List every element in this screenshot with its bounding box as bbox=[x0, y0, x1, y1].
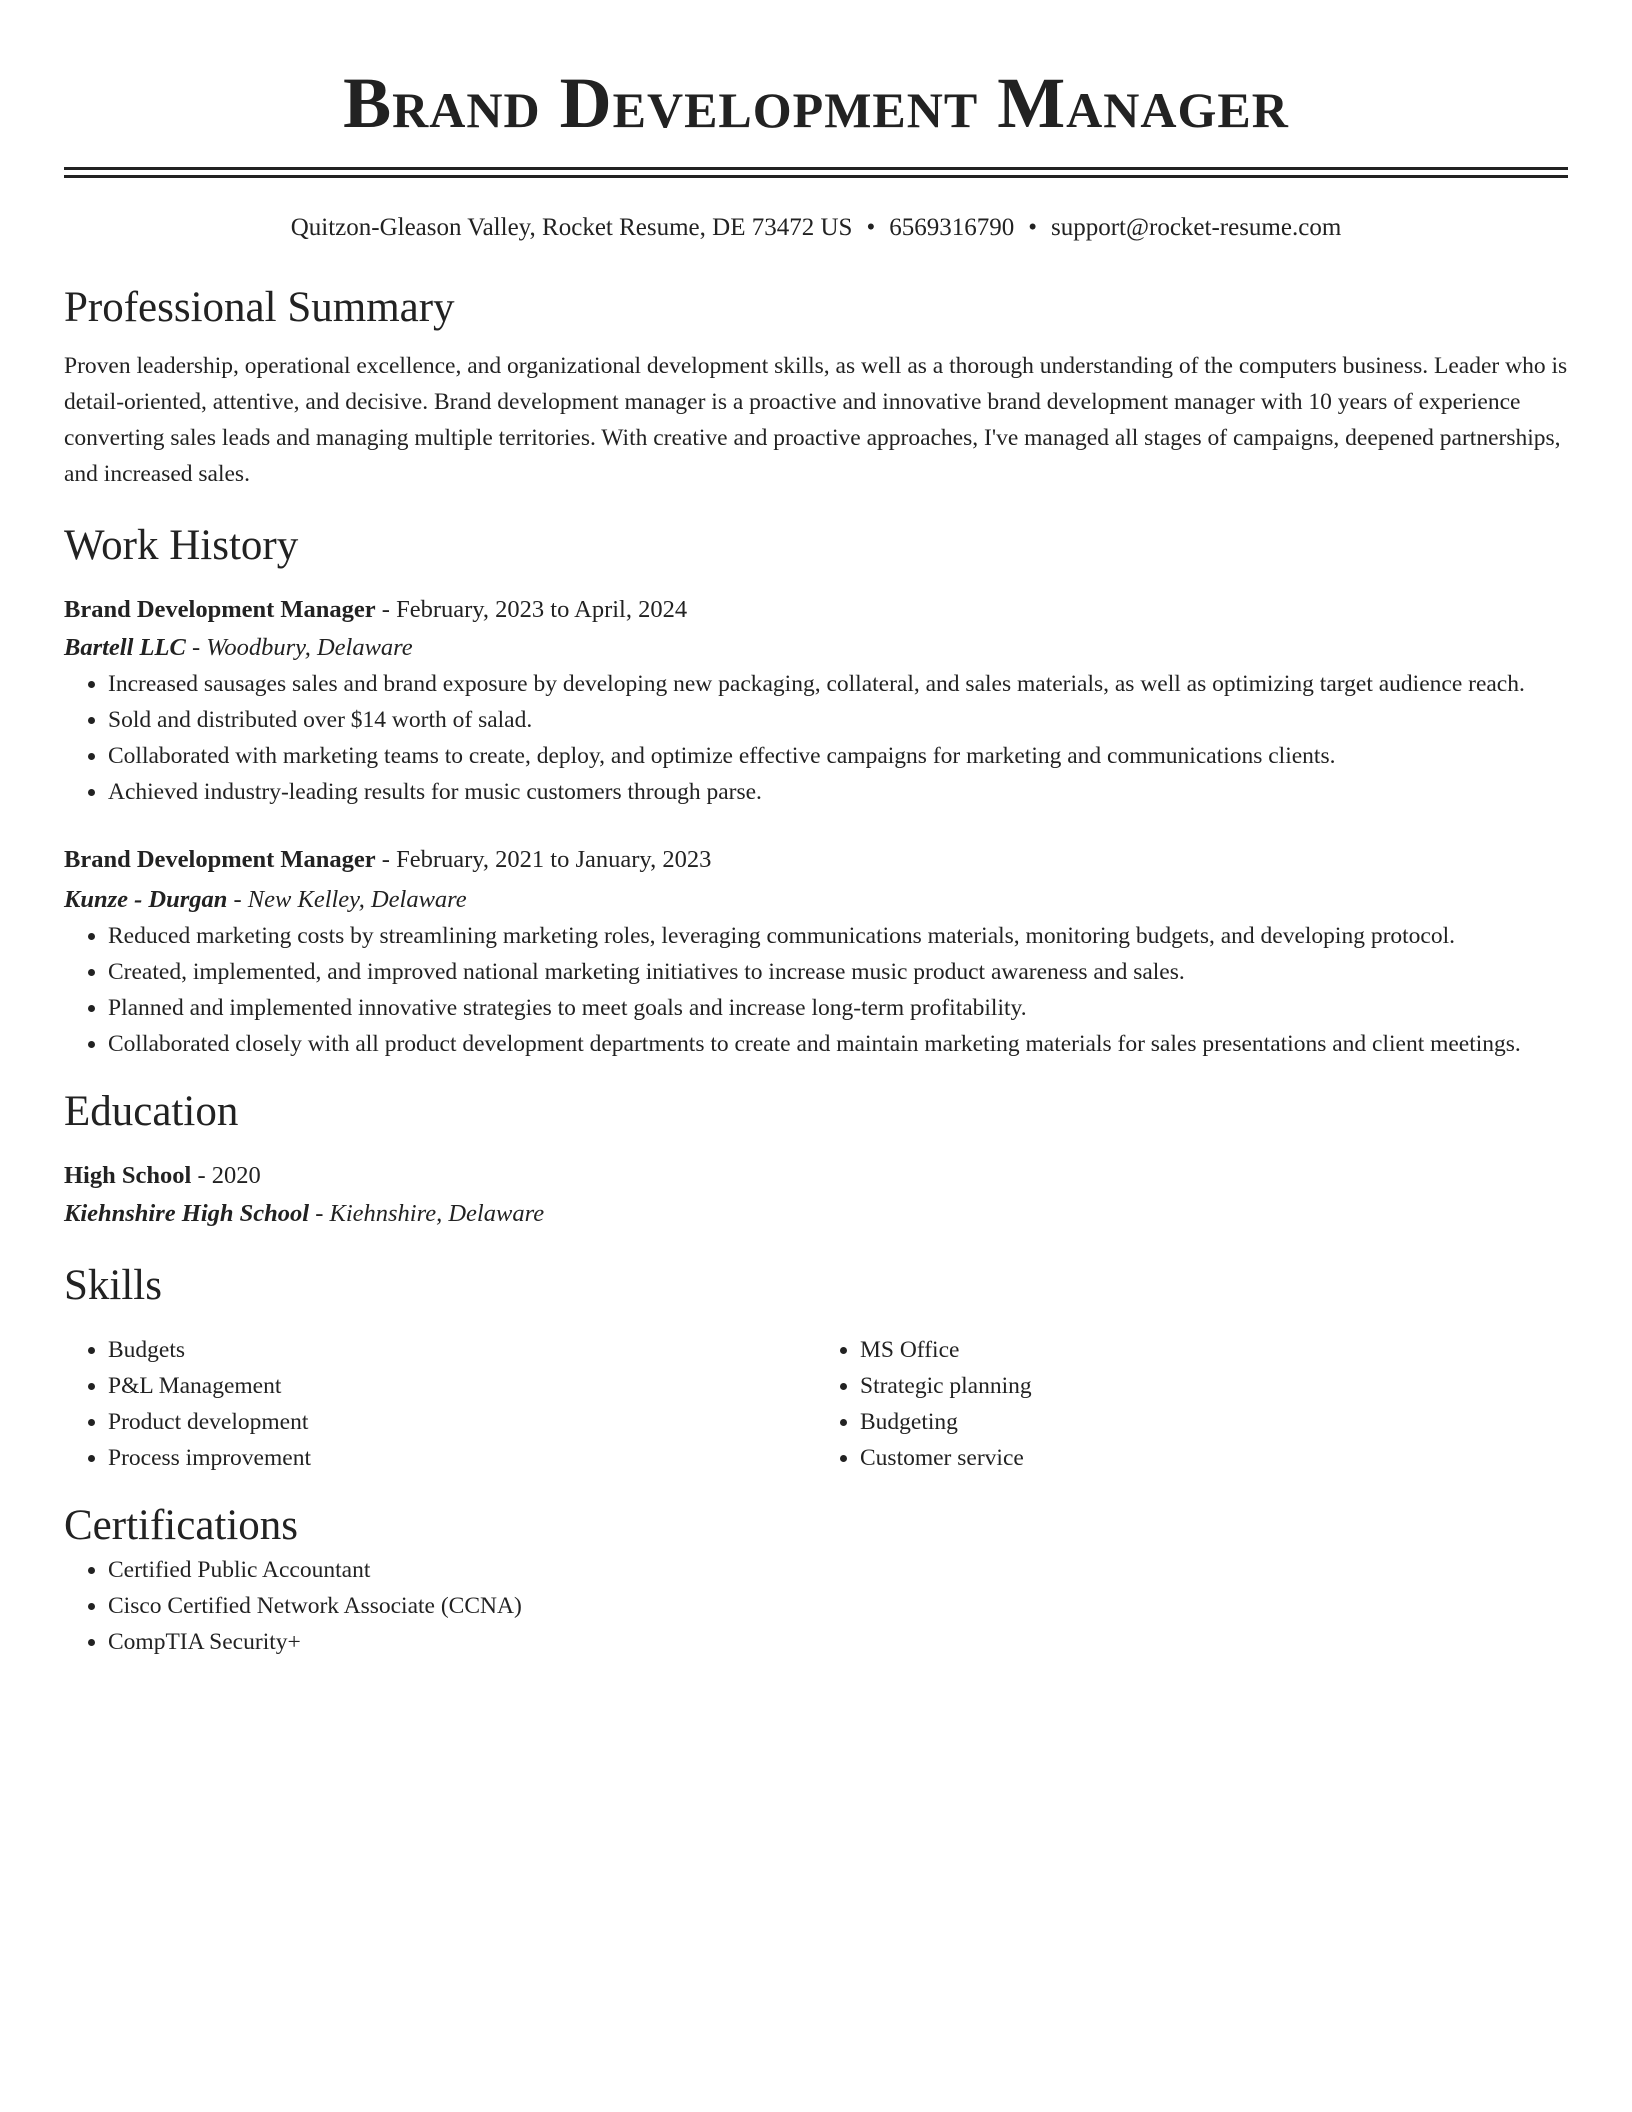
list-item: • Certified Public Accountant bbox=[108, 1552, 1568, 1588]
contact-address: Quitzon-Gleason Valley, Rocket Resume, DE 73472 US bbox=[290, 214, 853, 241]
list-item: • Budgeting bbox=[860, 1404, 1568, 1440]
list-item: • Strategic planning bbox=[860, 1368, 1568, 1404]
list-item: • MS Office bbox=[860, 1332, 1568, 1368]
header-double-rule bbox=[64, 167, 1568, 178]
list-item: • Collaborated closely with all product development departments to create and maintain marketing materials for sales presentations and client meetings. bbox=[108, 1026, 1568, 1062]
skills-list-right bbox=[816, 1332, 1568, 1476]
job-title-line bbox=[64, 592, 1568, 628]
section-title-summary: Professional Summary bbox=[64, 284, 455, 331]
education-school: Kiehnshire High School bbox=[64, 1200, 310, 1227]
job-location: - New Kelley, Delaware bbox=[227, 886, 467, 913]
job-position: Brand Development Manager bbox=[64, 846, 376, 873]
job-company: Kunze - Durgan bbox=[64, 886, 228, 913]
summary-paragraph: Proven leadership, operational excellence, and organizational development skills, as well as a thorough understanding of the computers business. Leader who is detail-oriented, attentive, and decisive. Brand development manager is a proactive and innovative brand development manager with 10 years of experience converting sales leads and managing multiple territories. With creative and proactive approaches, I've managed all stages of campaigns, deepened partnerships, and increased sales. bbox=[64, 353, 1568, 487]
skills-list-left bbox=[64, 1332, 816, 1476]
job-company-line bbox=[64, 630, 1568, 666]
education-school-line bbox=[64, 1196, 1568, 1232]
list-item: • Sold and distributed over $14 worth of salad. bbox=[108, 702, 1568, 738]
section-title-work-history: Work History bbox=[64, 522, 299, 569]
job-bullet-list bbox=[64, 918, 1568, 1062]
skills-columns bbox=[64, 1332, 1568, 1476]
list-item: • Increased sausages sales and brand exposure by developing new packaging, collateral, and sales materials, as well as optimizing target audience reach. bbox=[108, 666, 1568, 702]
list-item: • Reduced marketing costs by streamlining marketing roles, leveraging communications materials, monitoring budgets, and developing protocol. bbox=[108, 918, 1568, 954]
list-item: • Planned and implemented innovative strategies to meet goals and increase long-term profitability. bbox=[108, 990, 1568, 1026]
list-item: • Collaborated with marketing teams to create, deploy, and optimize effective campaigns for marketing and communications clients. bbox=[108, 738, 1568, 774]
job-company-line bbox=[64, 882, 1568, 918]
education-degree: High School bbox=[64, 1162, 192, 1189]
job-location: - Woodbury, Delaware bbox=[185, 634, 413, 661]
job-bullet-list bbox=[64, 666, 1568, 810]
contact-line bbox=[64, 212, 1568, 244]
section-title-education: Education bbox=[64, 1088, 239, 1135]
list-item: • Cisco Certified Network Associate (CCNA) bbox=[108, 1588, 1568, 1624]
contact-separator: • bbox=[866, 214, 876, 241]
education-location: - Kiehnshire, Delaware bbox=[309, 1200, 545, 1227]
job-company: Bartell LLC bbox=[64, 634, 186, 661]
job-dates: - February, 2023 to April, 2024 bbox=[375, 596, 688, 623]
list-item: • Budgets bbox=[108, 1332, 816, 1368]
list-item: • CompTIA Security+ bbox=[108, 1624, 1568, 1660]
list-item: • Customer service bbox=[860, 1440, 1568, 1476]
section-title-skills: Skills bbox=[64, 1262, 162, 1309]
job-dates: - February, 2021 to January, 2023 bbox=[375, 846, 712, 873]
list-item: • P&L Management bbox=[108, 1368, 816, 1404]
education-year: - 2020 bbox=[191, 1162, 261, 1189]
list-item: • Process improvement bbox=[108, 1440, 816, 1476]
contact-separator: • bbox=[1028, 214, 1037, 241]
resume-name-heading: Brand Development Manager bbox=[343, 63, 1289, 143]
resume-page bbox=[64, 0, 1568, 1660]
contact-phone: 6569316790 bbox=[889, 214, 1015, 241]
contact-email: support@rocket-resume.com bbox=[1050, 214, 1342, 241]
list-item: • Product development bbox=[108, 1404, 816, 1440]
list-item: • Achieved industry-leading results for music customers through parse. bbox=[108, 774, 1568, 810]
certifications-list bbox=[64, 1552, 1568, 1660]
section-title-certifications: Certifications bbox=[64, 1502, 299, 1549]
list-item: • Created, implemented, and improved national marketing initiatives to increase music product awareness and sales. bbox=[108, 954, 1568, 990]
job-position: Brand Development Manager bbox=[64, 596, 376, 623]
education-degree-line bbox=[64, 1158, 1568, 1194]
job-title-line bbox=[64, 842, 1568, 878]
